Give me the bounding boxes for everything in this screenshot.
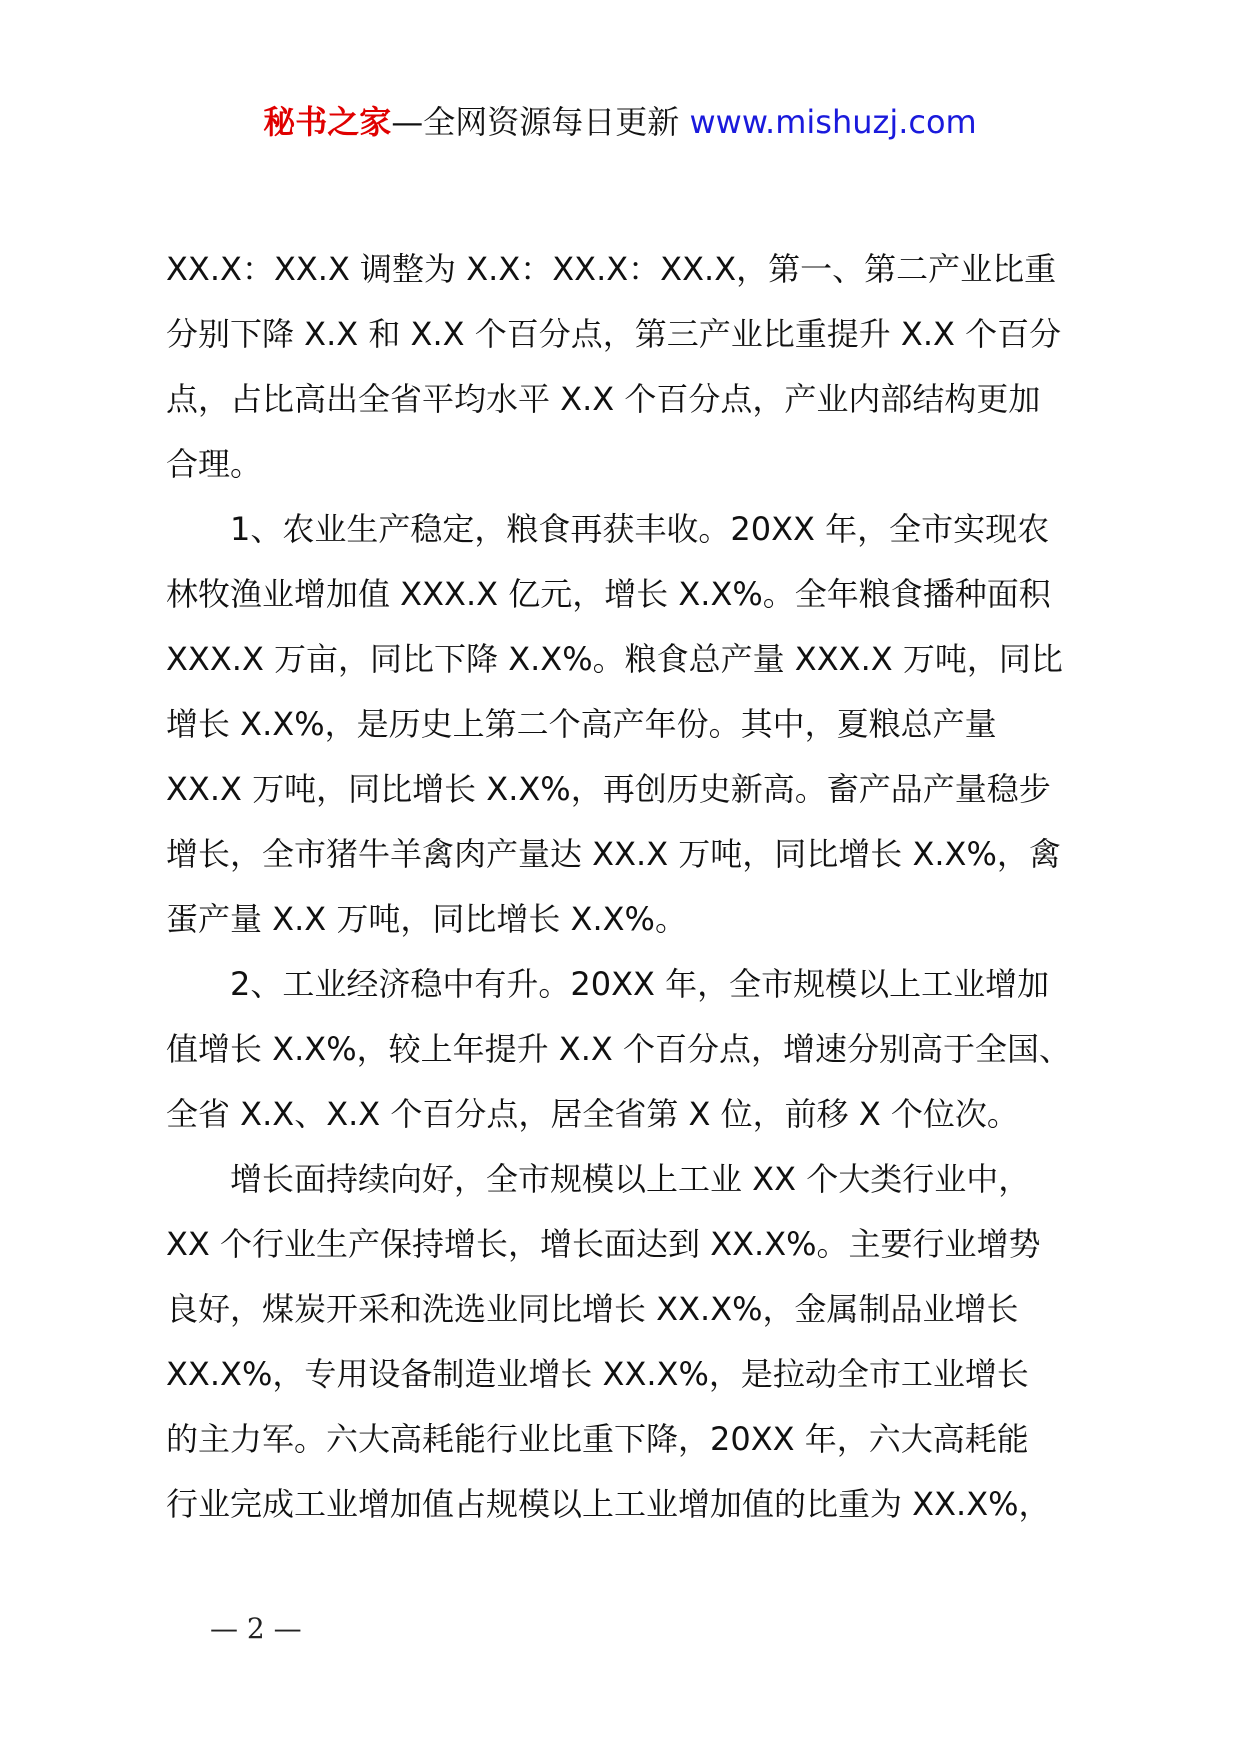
text-line: 蛋产量 X.X 万吨，同比增长 X.X%。 (166, 900, 687, 938)
banner-tagline: —全网资源每日更新 (391, 103, 680, 141)
text-line: 点，占比高出全省平均水平 X.X 个百分点，产业内部结构更加 (166, 380, 1041, 418)
brand-name: 秘书之家 (263, 103, 392, 141)
text-line: XX 个行业生产保持增长，增长面达到 XX.X%。主要行业增势 (166, 1225, 1041, 1263)
text-line: 值增长 X.X%，较上年提升 X.X 个百分点，增速分别高于全国、 (166, 1030, 1071, 1068)
text-line: 林牧渔业增加值 XXX.X 亿元，增长 X.X%。全年粮食播种面积 (166, 575, 1051, 613)
text-line: XX.X%，专用设备制造业增长 XX.X%，是拉动全市工业增长 (166, 1355, 1029, 1393)
text-line: 行业完成工业增加值占规模以上工业增加值的比重为 XX.X%， (166, 1485, 1051, 1523)
text-line: XX.X：XX.X 调整为 X.X：XX.X：XX.X，第一、第二产业比重 (166, 250, 1057, 288)
text-line: 的主力军。六大高耗能行业比重下降，20XX 年，六大高耗能 (166, 1420, 1029, 1458)
text-line: 增长面持续向好，全市规模以上工业 XX 个大类行业中， (166, 1160, 1031, 1198)
text-line: 全省 X.X、X.X 个百分点，居全省第 X 位，前移 X 个位次。 (166, 1095, 1019, 1133)
text-line: 分别下降 X.X 和 X.X 个百分点，第三产业比重提升 X.X 个百分 (166, 315, 1062, 353)
site-banner (0, 98, 1240, 146)
text-line: 1、农业生产稳定，粮食再获丰收。20XX 年，全市实现农 (166, 510, 1050, 548)
text-line: XX.X 万吨，同比增长 X.X%，再创历史新高。畜产品产量稳步 (166, 770, 1051, 808)
page-number: — 2 — (210, 1612, 302, 1645)
text-line: 良好，煤炭开采和洗选业同比增长 XX.X%，金属制品业增长 (166, 1290, 1019, 1328)
site-url-link[interactable]: www.mishuzj.com (689, 103, 977, 141)
document-body (166, 237, 1126, 1537)
text-line: 合理。 (166, 445, 263, 483)
text-line: 增长，全市猪牛羊禽肉产量达 XX.X 万吨，同比增长 X.X%，禽 (166, 835, 1061, 873)
text-line: XXX.X 万亩，同比下降 X.X%。粮食总产量 XXX.X 万吨，同比 (166, 640, 1063, 678)
text-line: 2、工业经济稳中有升。20XX 年，全市规模以上工业增加 (166, 965, 1050, 1003)
text-line: 增长 X.X%，是历史上第二个高产年份。其中，夏粮总产量 (166, 705, 997, 743)
